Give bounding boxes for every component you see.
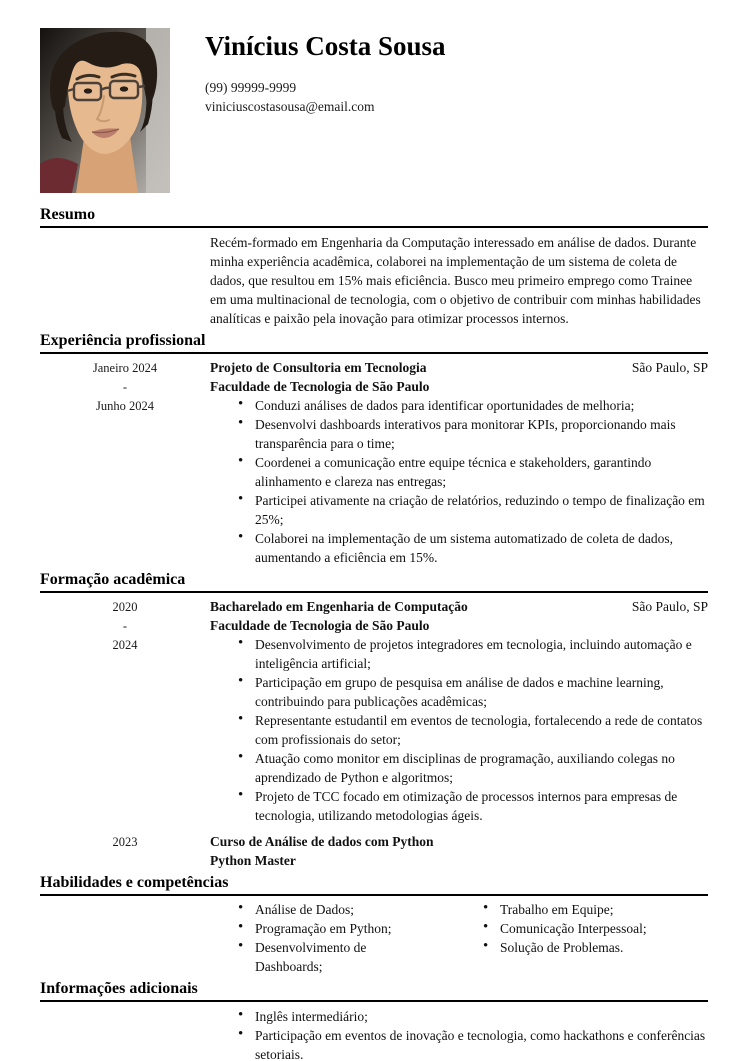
skills-column-1 bbox=[210, 900, 455, 976]
entry-role: Bacharelado em Engenharia de Computação bbox=[210, 599, 468, 614]
bullet-item: • Desenvolvi dashboards interativos para monitorar KPIs, proporcionando mais transparência para o time; bbox=[210, 415, 708, 453]
section-habilidades bbox=[40, 874, 708, 976]
entry-role: Projeto de Consultoria em Tecnologia bbox=[210, 360, 427, 375]
section-experiencia bbox=[40, 332, 708, 567]
summary-text: Recém-formado em Engenharia da Computação interessado em análise de dados. Durante minha experiência acadêmica, colaborei na implementação de um sistema de coleta de dados, que resultou em 15% mais eficiência. Busco meu primeiro emprego como Trainee em uma multinacional de tecnologia, com o objetivo de contribuir com minhas habilidades analíticas e paixão pela inovação para otimizar processos internos. bbox=[210, 235, 701, 326]
bullet-item: • Desenvolvimento de projetos integradores em tecnologia, incluindo automação e inteligência artificial; bbox=[210, 635, 708, 673]
section-title-informacoes: Informações adicionais bbox=[40, 980, 708, 1002]
entry-role-line bbox=[210, 832, 708, 851]
bullet-item: • Representante estudantil em eventos de tecnologia, fortalecendo a rede de contatos com profissionais do setor; bbox=[210, 711, 708, 749]
section-title-experiencia: Experiência profissional bbox=[40, 332, 708, 354]
bullet-item: • Participação em grupo de pesquisa em análise de dados e machine learning, contribuindo para publicações acadêmicas; bbox=[210, 673, 708, 711]
section-title-formacao: Formação acadêmica bbox=[40, 571, 708, 593]
entry-bullet-list bbox=[210, 396, 708, 567]
info-item: • Participação em eventos de inovação e tecnologia, como hackathons e conferências setoriais. bbox=[210, 1026, 708, 1061]
date-end: Junho 2024 bbox=[96, 399, 154, 413]
education-entry-course bbox=[40, 825, 708, 870]
entry-location: São Paulo, SP bbox=[631, 599, 708, 614]
phone-number: (99) 99999-9999 bbox=[205, 79, 297, 95]
skills-grid bbox=[210, 896, 708, 976]
info-item: • Inglês intermediário; bbox=[210, 1007, 708, 1026]
resume-header bbox=[40, 28, 708, 193]
date-separator: - bbox=[122, 619, 128, 633]
section-formacao bbox=[40, 571, 708, 870]
identity-block bbox=[205, 28, 446, 116]
entry-organization: Faculdade de Tecnologia de São Paulo bbox=[210, 379, 430, 394]
section-resumo bbox=[40, 206, 708, 328]
date-separator: - bbox=[122, 380, 128, 394]
additional-info bbox=[210, 1002, 708, 1061]
skill-item: • Trabalho em Equipe; bbox=[455, 900, 708, 919]
skills-column-2 bbox=[455, 900, 708, 976]
skill-item: • Solução de Problemas. bbox=[455, 938, 708, 957]
experience-entry bbox=[40, 354, 708, 567]
skill-item: • Análise de Dados; bbox=[210, 900, 455, 919]
section-informacoes bbox=[40, 980, 708, 1061]
date-start: 2023 bbox=[112, 835, 138, 849]
entry-role-line bbox=[210, 358, 708, 377]
profile-photo bbox=[40, 28, 170, 193]
entry-dates bbox=[40, 358, 210, 567]
entry-content bbox=[210, 597, 708, 825]
email-address: viniciuscostasousa@email.com bbox=[205, 98, 375, 114]
entry-role-line bbox=[210, 597, 708, 616]
section-title-habilidades: Habilidades e competências bbox=[40, 874, 708, 896]
entry-organization: Python Master bbox=[210, 853, 296, 868]
bullet-item: • Atuação como monitor em disciplinas de programação, auxiliando colegas no aprendizado de Python e algoritmos; bbox=[210, 749, 708, 787]
contact-block bbox=[205, 78, 446, 116]
portrait-illustration bbox=[40, 28, 170, 193]
section-title-resumo: Resumo bbox=[40, 206, 708, 228]
bullet-item: • Participei ativamente na criação de relatórios, reduzindo o tempo de finalização em 25%; bbox=[210, 491, 708, 529]
entry-bullet-list bbox=[210, 635, 708, 825]
entry-dates bbox=[40, 597, 210, 825]
entry-content bbox=[210, 832, 708, 870]
date-end: 2024 bbox=[112, 638, 138, 652]
skill-item: • Desenvolvimento de Dashboards; bbox=[210, 938, 455, 976]
skill-item: • Programação em Python; bbox=[210, 919, 455, 938]
info-bullet-list bbox=[210, 1007, 708, 1061]
entry-role: Curso de Análise de dados com Python bbox=[210, 834, 434, 849]
entry-organization: Faculdade de Tecnologia de São Paulo bbox=[210, 618, 430, 633]
skill-item: • Comunicação Interpessoal; bbox=[455, 919, 708, 938]
bullet-item: • Coordenei a comunicação entre equipe técnica e stakeholders, garantindo alinhamento e clareza nas entregas; bbox=[210, 453, 708, 491]
date-start: 2020 bbox=[112, 600, 138, 614]
date-start: Janeiro 2024 bbox=[92, 361, 158, 375]
candidate-name: Vinícius Costa Sousa bbox=[205, 31, 446, 61]
entry-location: São Paulo, SP bbox=[631, 360, 708, 375]
bullet-item: • Conduzi análises de dados para identificar oportunidades de melhoria; bbox=[210, 396, 708, 415]
education-entry bbox=[40, 593, 708, 825]
bullet-item: • Projeto de TCC focado em otimização de processos internos para empresas de tecnologia, utilizando metodologias ágeis. bbox=[210, 787, 708, 825]
entry-dates bbox=[40, 832, 210, 870]
entry-content bbox=[210, 358, 708, 567]
bullet-item: • Colaborei na implementação de um sistema automatizado de coleta de dados, aumentando a eficiência em 15%. bbox=[210, 529, 708, 567]
